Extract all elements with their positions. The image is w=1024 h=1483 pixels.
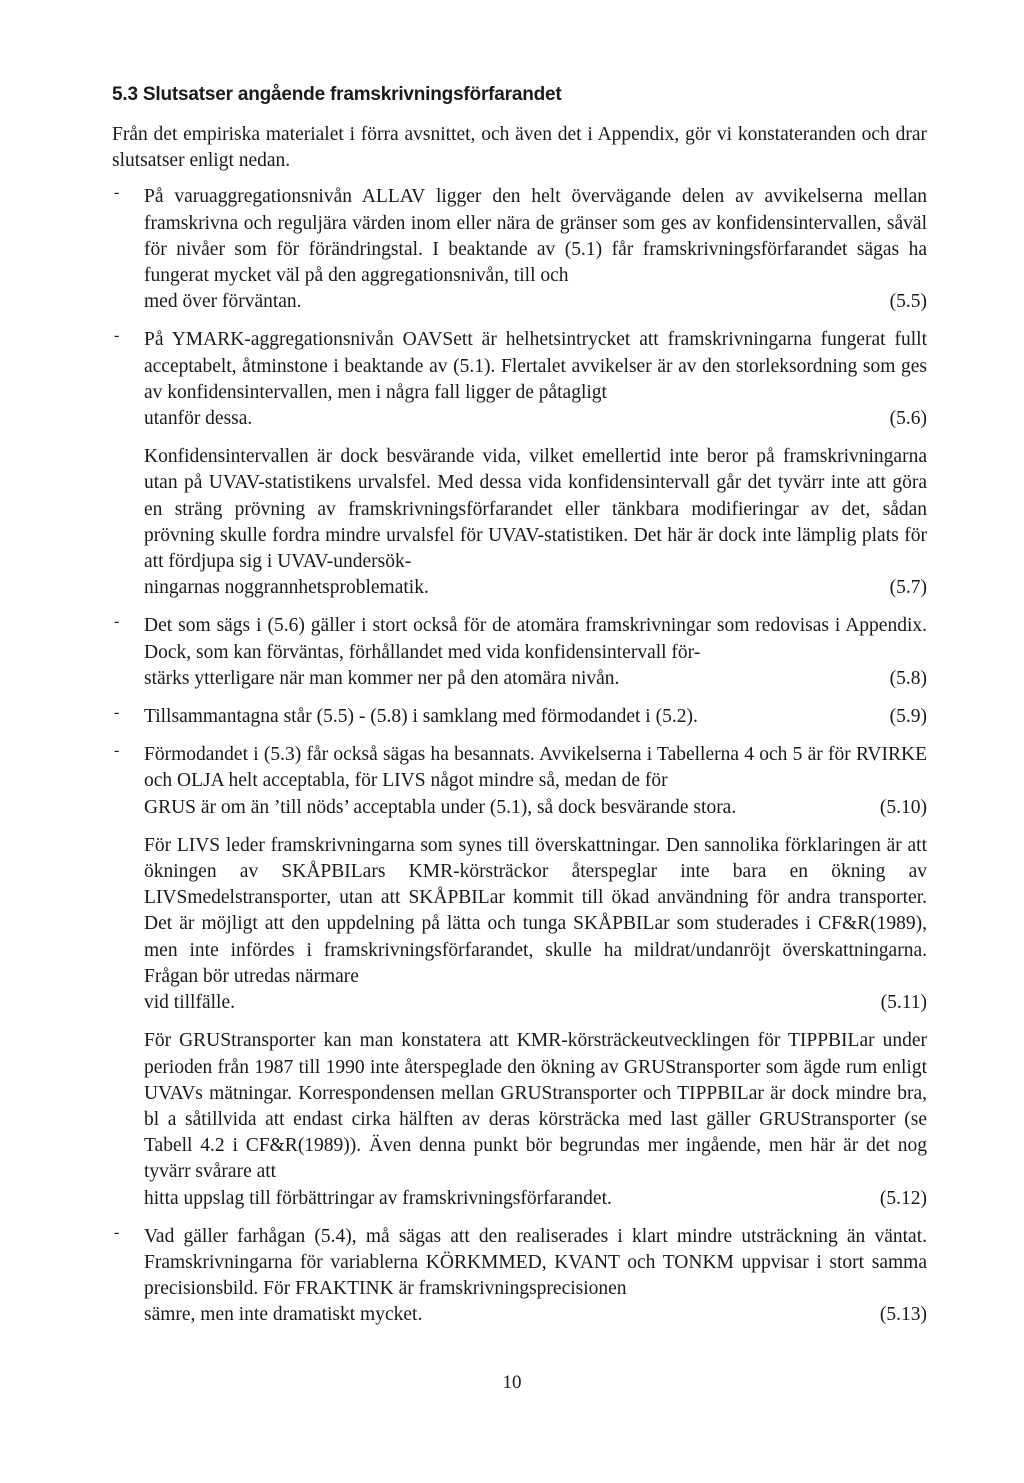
- page-number: 10: [502, 1372, 522, 1393]
- item-body: Vad gäller farhågan (5.4), må sägas att den realiserades i klart mindre utsträckning än väntat. Framskrivningarna för variablerna KÖRKMMED, KVANT och TONKM uppvisar i stort samma precisionsbild. För FRAKTINK är framskrivningsprecisionen: [144, 1225, 927, 1300]
- conclusion-number: (5.9): [889, 706, 927, 728]
- paragraph-last-line: hitta uppslag till förbättringar av framskrivningsförfarandet.: [144, 1187, 612, 1209]
- dash-marker: -: [114, 704, 120, 722]
- document-page: [112, 82, 927, 1341]
- list-item: [112, 184, 927, 315]
- item-body: Det som sägs i (5.6) gäller i stort också för de atomära framskrivningar som redovisas i Appendix. Dock, som kan förväntas, förhållandet med vida konfidensintervall för-: [144, 615, 927, 663]
- item-body: Förmodandet i (5.3) får också sägas ha besannats. Avvikelserna i Tabellerna 4 och 5 är för RVIRKE och OLJA helt acceptabla, för LIVS något mindre så, medan de för: [144, 744, 927, 792]
- list-item: [112, 1224, 927, 1329]
- paragraph-5-11: [112, 833, 927, 1016]
- dash-marker: -: [114, 613, 120, 631]
- conclusion-number: (5.10): [879, 796, 927, 818]
- item-body: På varuaggregationsnivån ALLAV ligger den helt övervägande delen av avvikelserna mellan framskrivna och reguljära värden inom eller nära de gränser som ges av konfidensintervallen, såväl för nivåer som för förändringstal. I beaktande av (5.1) får framskrivningsförfarandet sägas ha fungerat mycket väl på den aggregationsnivån, till och: [144, 186, 927, 287]
- section-heading: 5.3 Slutsatser angående framskrivningsförfarandet: [112, 84, 562, 105]
- list-item: [112, 327, 927, 432]
- conclusion-number: (5.8): [889, 667, 927, 689]
- conclusion-number: (5.13): [879, 1304, 927, 1326]
- conclusion-number: (5.7): [889, 577, 927, 599]
- list-item: [112, 613, 927, 692]
- paragraph-last-line: vid tillfälle.: [144, 992, 235, 1014]
- item-last-line: GRUS är om än ’till nöds’ acceptabla under (5.1), så dock besvärande stora.: [144, 796, 737, 818]
- conclusion-number: (5.6): [889, 408, 927, 430]
- paragraph-body: Konfidensintervallen är dock besvärande vida, vilket emellertid inte beror på framskrivningarna utan på UVAV-statistikens urvalsfel. Med dessa vida konfidensintervall går det tyvärr inte att göra en sträng prövning av framskrivningsförfarandet eller tänkbara modifieringar av det, sådan prövning skulle fordra mindre urvalsfel för UVAV-statistiken. Det här är dock inte lämplig plats för att fördjupa sig i UVAV-undersök-: [144, 446, 927, 573]
- conclusion-number: (5.5): [889, 291, 927, 313]
- intro-paragraph: Från det empiriska materialet i förra avsnittet, och även det i Appendix, gör vi konstateranden och drar slutsatser enligt nedan.: [112, 124, 927, 172]
- dash-marker: -: [114, 1223, 120, 1241]
- dash-marker: -: [114, 742, 120, 760]
- dash-marker: -: [114, 327, 120, 345]
- item-last-line: Tillsammantagna står (5.5) - (5.8) i samklang med förmodandet i (5.2).: [144, 706, 698, 728]
- item-last-line: med över förväntan.: [144, 291, 302, 313]
- item-last-line: stärks ytterligare när man kommer ner på den atomära nivån.: [144, 667, 620, 689]
- paragraph-body: För GRUStransporter kan man konstatera att KMR-körsträckeutvecklingen för TIPPBILar under perioden från 1987 till 1990 inte återspeglade den ökning av GRUStransporter som ägde rum enligt UVAVs mätningar. Korrespondensen mellan GRUStransporter och TIPPBILar är dock mindre bra, bl a såtillvida att endast cirka hälften av deras körsträcka med last gäller GRUStransporter (se Tabell 4.2 i CF&R(1989)). Även denna punkt bör begrundas mer ingående, men här är det nog tyvärr svårare att: [144, 1030, 927, 1183]
- list-item: [112, 742, 927, 821]
- conclusion-number: (5.12): [879, 1187, 927, 1209]
- paragraph-last-line: ningarnas noggrannhetsproblematik.: [144, 577, 429, 599]
- list-item: [112, 704, 927, 730]
- paragraph-5-12: [112, 1028, 927, 1211]
- dash-marker: -: [114, 184, 120, 202]
- item-last-line: sämre, men inte dramatiskt mycket.: [144, 1304, 423, 1326]
- item-last-line: utanför dessa.: [144, 408, 253, 430]
- paragraph-body: För LIVS leder framskrivningarna som synes till överskattningar. Den sannolika förklaringen är att ökningen av SKÅPBILars KMR-körsträckor återspeglar inte bara en ökning av LIVSmedelstransporter, utan att SKÅPBILar kommit till ökad användning för andra transporter. Det är möjligt att den uppdelning på lätta och tunga SKÅPBILar som studerades i CF&R(1989), men inte infördes i framskrivningsförfarandet, skulle ha mildrat/undanröjt överskattningarna. Frågan bör utredas närmare: [144, 834, 927, 987]
- item-body: På YMARK-aggregationsnivån OAVSett är helhetsintrycket att framskrivningarna fungerat fullt acceptabelt, åtminstone i beaktande av (5.1). Flertalet avvikelser är av den storleksordning som ges av konfidensintervallen, men i några fall ligger de påtagligt: [144, 329, 927, 403]
- conclusion-number: (5.11): [880, 992, 927, 1014]
- paragraph-5-7: [112, 444, 927, 601]
